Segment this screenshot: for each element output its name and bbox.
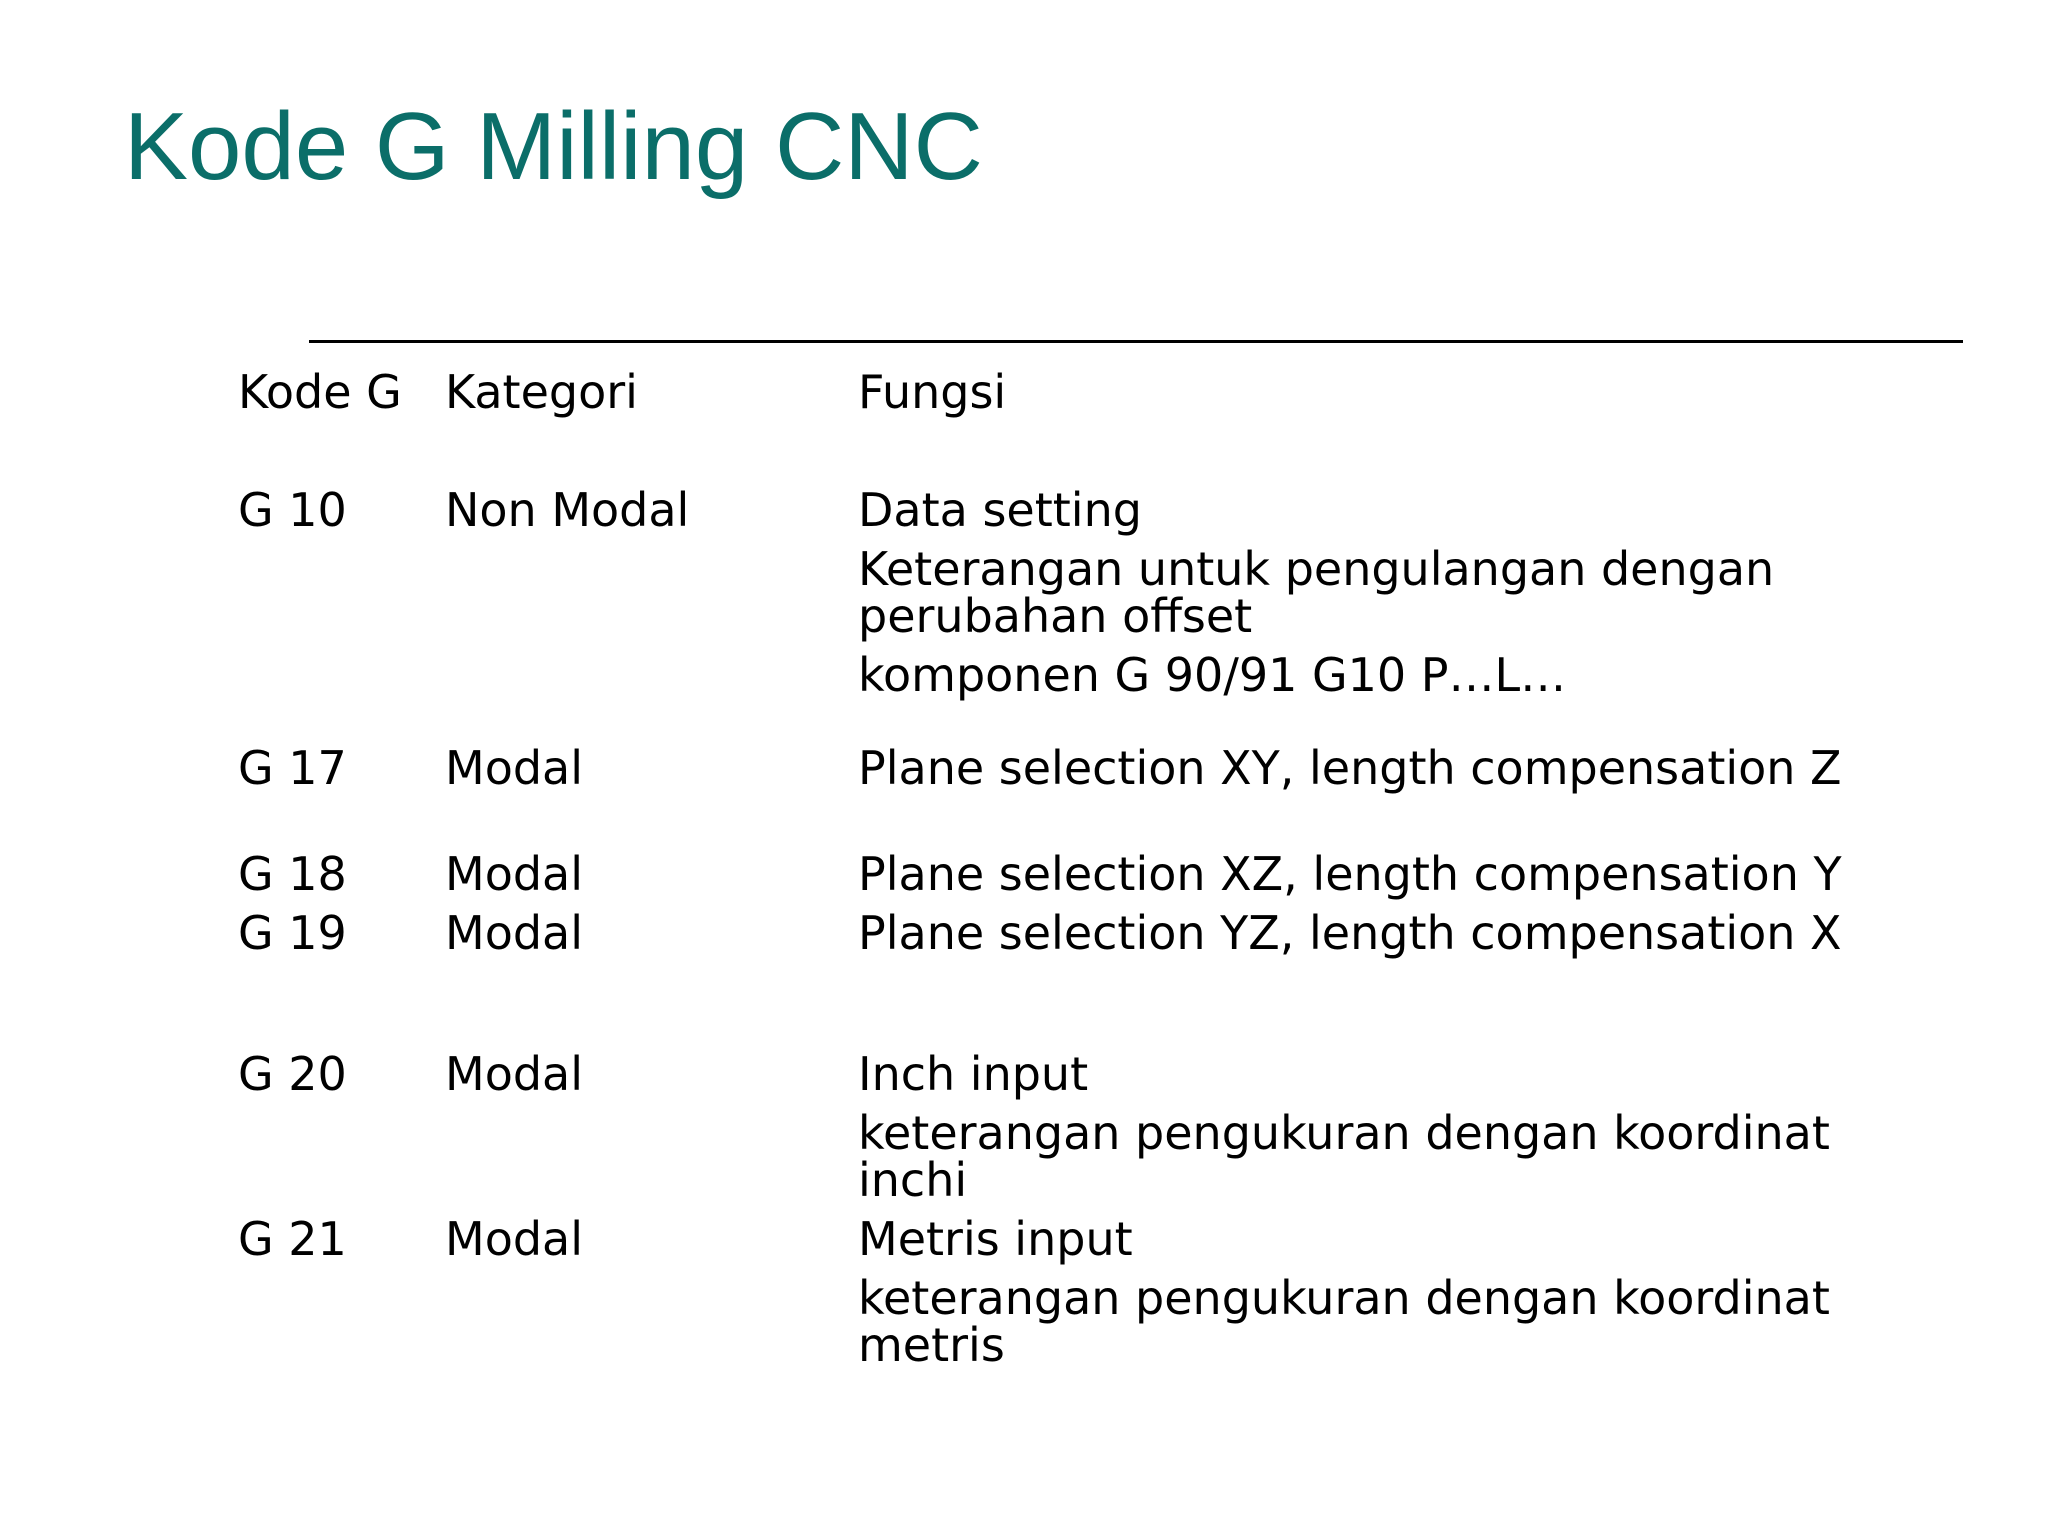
- row-kategori: Non Modal: [445, 483, 690, 537]
- row-kode: G 18: [238, 847, 347, 901]
- row-kode: G 20: [238, 1047, 347, 1101]
- row-fungsi-line: inchi: [858, 1153, 968, 1207]
- table-top-rule: [309, 340, 1963, 343]
- row-kode: G 17: [238, 741, 347, 795]
- row-fungsi-line: komponen G 90/91 G10 P…L…: [858, 648, 1567, 702]
- row-kategori: Modal: [445, 847, 583, 901]
- slide-title: Kode G Milling CNC: [124, 93, 983, 200]
- row-kode: G 21: [238, 1212, 347, 1266]
- row-fungsi-line: Inch input: [858, 1047, 1089, 1101]
- row-fungsi-line: perubahan offset: [858, 589, 1253, 643]
- row-fungsi-line: Plane selection XY, length compensation Z: [858, 741, 1842, 795]
- row-kode: G 19: [238, 906, 347, 960]
- row-kategori: Modal: [445, 741, 583, 795]
- row-fungsi-line: Plane selection XZ, length compensation Y: [858, 847, 1842, 901]
- header-fungsi: Fungsi: [858, 365, 1007, 419]
- row-kategori: Modal: [445, 1212, 583, 1266]
- row-fungsi-line: keterangan pengukuran dengan koordinat: [858, 1271, 1830, 1325]
- row-fungsi-line: metris: [858, 1318, 1005, 1372]
- row-kategori: Modal: [445, 1047, 583, 1101]
- row-kode: G 10: [238, 483, 347, 537]
- row-fungsi-line: keterangan pengukuran dengan koordinat: [858, 1106, 1830, 1160]
- row-fungsi-line: Keterangan untuk pengulangan dengan: [858, 542, 1775, 596]
- header-kategori: Kategori: [445, 365, 638, 419]
- row-fungsi-line: Plane selection YZ, length compensation X: [858, 906, 1842, 960]
- row-fungsi-line: Metris input: [858, 1212, 1133, 1266]
- header-kode: Kode G: [238, 365, 402, 419]
- row-fungsi-line: Data setting: [858, 483, 1142, 537]
- row-kategori: Modal: [445, 906, 583, 960]
